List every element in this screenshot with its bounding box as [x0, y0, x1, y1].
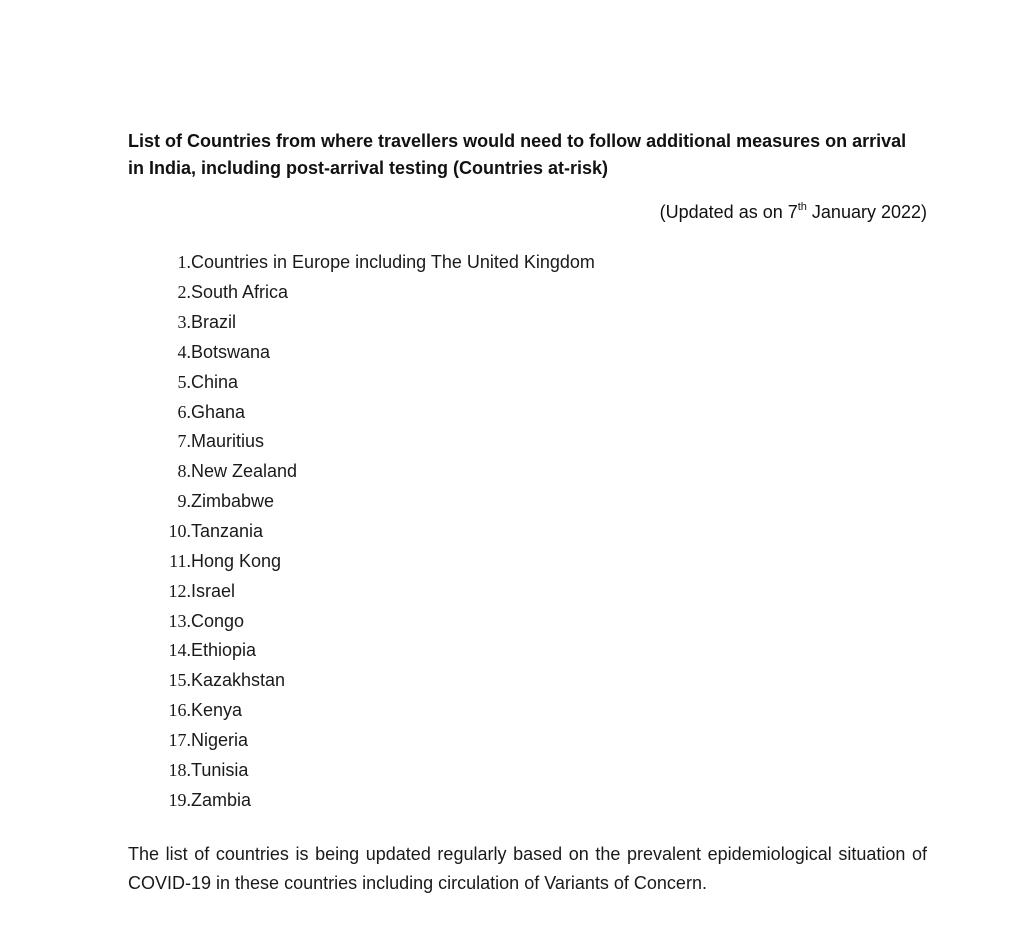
list-item [128, 546, 828, 576]
list-item-number: 18. [168, 759, 191, 780]
list-item-number: 15. [168, 670, 191, 691]
updated-date [660, 200, 927, 224]
list-item [128, 755, 828, 785]
list-item [128, 517, 828, 547]
list-item-country: Ghana [191, 401, 246, 422]
list-item [128, 248, 828, 278]
list-item-country: Hong Kong [191, 550, 282, 571]
list-item-number: 7. [177, 431, 191, 452]
list-item [128, 338, 828, 368]
updated-date-suffix: January 2022) [806, 202, 927, 222]
list-item-country: Mauritius [191, 431, 265, 452]
list-item-number: 5. [177, 371, 191, 392]
list-item [128, 576, 828, 606]
list-item-country: Tanzania [191, 521, 264, 542]
country-list [128, 248, 828, 815]
list-item [128, 666, 828, 696]
list-item-country: Ethiopia [191, 640, 257, 661]
list-item-country: Congo [191, 610, 245, 631]
list-item-country: Kenya [191, 700, 243, 721]
list-item-country: Kazakhstan [191, 670, 286, 691]
list-item-number: 4. [177, 341, 191, 362]
list-item-country: Israel [191, 580, 236, 601]
list-item-number: 12. [168, 580, 191, 601]
list-item-number: 1. [177, 252, 191, 273]
list-item-country: Tunisia [191, 759, 249, 780]
list-item-country: South Africa [191, 282, 289, 303]
list-item-number: 10. [168, 521, 191, 542]
list-item-country: Nigeria [191, 729, 249, 750]
list-item-number: 17. [168, 729, 191, 750]
list-item [128, 427, 828, 457]
footer-note: The list of countries is being updated regularly based on the prevalent epidemiological situation of COVID-19 in these countries including circulation of Variants of Concern. [128, 844, 927, 893]
list-item [128, 726, 828, 756]
updated-date-prefix: (Updated as on 7 [659, 202, 798, 222]
list-item [128, 367, 828, 397]
list-item-number: 16. [168, 700, 191, 721]
list-item-number: 2. [177, 282, 191, 303]
list-item [128, 696, 828, 726]
list-item-country: Brazil [191, 312, 237, 333]
list-item-number: 13. [168, 610, 191, 631]
list-item-number: 6. [177, 401, 191, 422]
list-item-country: Botswana [191, 341, 271, 362]
list-item [128, 785, 828, 815]
list-item-country: New Zealand [191, 461, 298, 482]
list-item [128, 397, 828, 427]
list-item [128, 308, 828, 338]
list-item [128, 457, 828, 487]
list-item [128, 278, 828, 308]
list-item-country: Zambia [191, 789, 252, 810]
list-item-number: 19. [168, 789, 191, 810]
updated-date-superscript: th [797, 201, 807, 213]
list-item [128, 606, 828, 636]
list-item [128, 487, 828, 517]
list-item-number: 9. [177, 491, 191, 512]
list-item-number: 3. [177, 312, 191, 333]
list-item-number: 8. [177, 461, 191, 482]
list-item-country: China [191, 371, 239, 392]
list-item-country: Countries in Europe including The United Kingdom [191, 252, 595, 273]
list-item-country: Zimbabwe [191, 491, 275, 512]
list-item-number: 14. [168, 640, 191, 661]
list-item [128, 636, 828, 666]
list-item-number: 11. [169, 550, 191, 571]
page-title: List of Countries from where travellers would need to follow additional measures on arrival in India, including post-arrival testing (Countries at-risk) [128, 131, 907, 178]
